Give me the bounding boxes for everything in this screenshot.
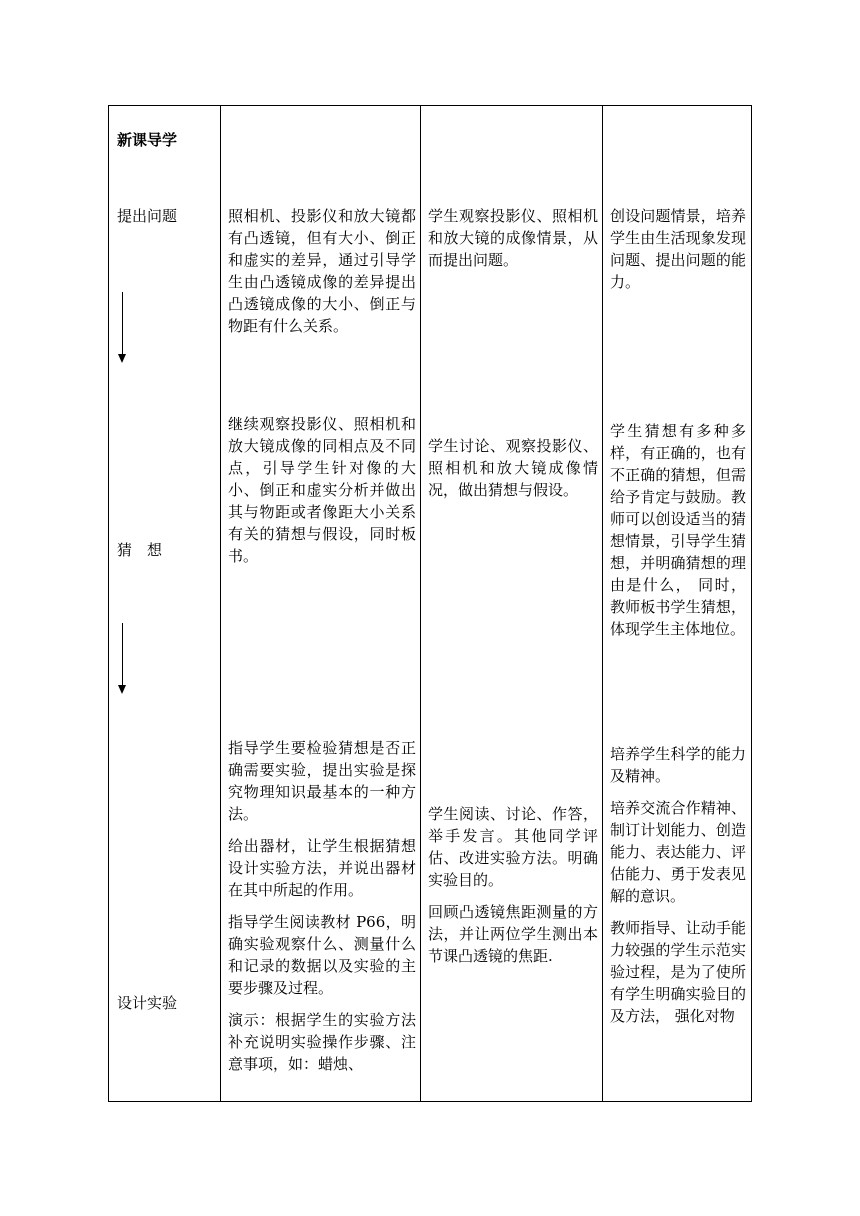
question-student-activity <box>428 205 598 281</box>
stage-guess: 猜 想 <box>117 541 163 559</box>
design-teacher-activity <box>228 737 416 1085</box>
paragraph: 给出器材，让学生根据猜想设计实验方法，并说出器材在其中所起的作用。 <box>228 837 416 899</box>
design-student-activity <box>428 803 598 977</box>
column-divider <box>220 106 221 1101</box>
paragraph: 创设问题情景，培养学生由生活现象发现问题、提出问题的能力。 <box>610 207 746 291</box>
paragraph: 学生猜想有多种多样，有正确的，也有不正确的猜想，但需给予肯定与鼓励。教师可以创设适当的猜想情景，引导学生猜想，并明确猜想的理由是什么， 同时，教师板书学生猜想，体现学生主体地位。 <box>610 422 746 638</box>
question-design-intent <box>610 205 746 303</box>
column-divider <box>602 106 603 1101</box>
stage-design-experiment: 设计实验 <box>117 994 178 1012</box>
paragraph: 指导学生阅读教材 P66，明确实验观察什么、测量什么和记录的数据以及实验的主要步骤及过程。 <box>228 913 416 997</box>
lesson-table <box>108 105 752 1102</box>
paragraph: 培养交流合作精神、制订计划能力、创造能力、表达能力、评估能力、勇于发表见解的意识。 <box>610 799 746 905</box>
paragraph: 继续观察投影仪、照相机和放大镜成像的同相点及不同点，引导学生针对像的大小、倒正和虚实分析并做出其与物距或者像距大小关系有关的猜想与假设，同时板书。 <box>228 415 416 565</box>
guess-student-activity <box>428 435 598 511</box>
paragraph: 教师指导、让动手能力较强的学生示范实验过程，是为了使所有学生明确实验目的及方法， 强化对物 <box>610 919 746 1025</box>
paragraph: 回顾凸透镜焦距测量的方法，并让两位学生测出本节课凸透镜的焦距. <box>428 903 598 965</box>
paragraph: 学生观察投影仪、照相机和放大镜的成像情景，从而提出问题。 <box>428 207 598 269</box>
stage-new-lesson: 新课导学 <box>117 131 178 149</box>
paragraph: 指导学生要检验猜想是否正确需要实验，提出实验是探究物理知识最基本的一种方法。 <box>228 739 416 823</box>
paragraph: 培养学生科学的能力及精神。 <box>610 745 746 785</box>
column-divider <box>420 106 421 1101</box>
design-design-intent <box>610 743 746 1037</box>
guess-teacher-activity <box>228 413 416 577</box>
arrow-down-icon <box>118 292 128 362</box>
arrow-down-icon <box>118 623 128 693</box>
paragraph: 照相机、投影仪和放大镜都有凸透镜，但有大小、倒正和虚实的差异，通过引导学生由凸透镜成像的差异提出凸透镜成像的大小、倒正与物距有什么关系。 <box>228 207 416 335</box>
paragraph: 学生讨论、观察投影仪、照相机和放大镜成像情况，做出猜想与假设。 <box>428 437 598 499</box>
stage-ask-question: 提出问题 <box>117 207 178 225</box>
paragraph: 学生阅读、讨论、作答，举手发言。其他同学评估、改进实验方法。明确实验目的。 <box>428 805 598 889</box>
question-teacher-activity <box>228 205 416 347</box>
paragraph: 演示：根据学生的实验方法补充说明实验操作步骤、注意事项，如：蜡烛、 <box>228 1011 416 1073</box>
guess-design-intent <box>610 420 746 650</box>
